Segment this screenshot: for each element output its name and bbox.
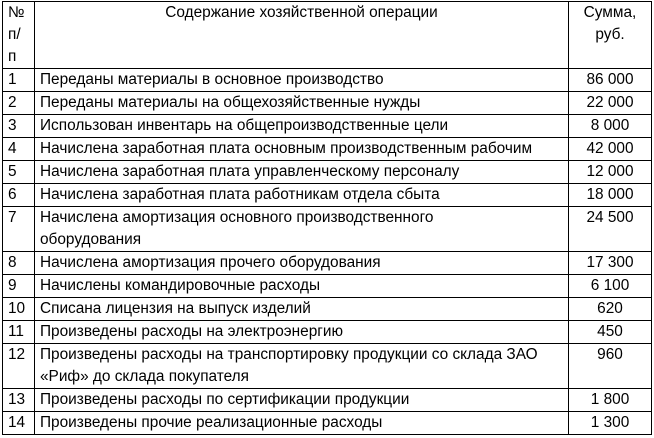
table-row	[3, 389, 652, 412]
row-description-line: Произведены расходы на электроэнергию	[40, 323, 344, 340]
row-sum: 450	[569, 321, 652, 344]
table-row	[3, 184, 652, 207]
row-description-line: «Риф» до склада покупателя	[40, 368, 249, 385]
table-row	[3, 207, 652, 252]
row-number: 7	[3, 207, 35, 252]
row-description-line: Начислена заработная плата управленческому персоналу	[40, 163, 460, 180]
table-row	[3, 321, 652, 344]
row-sum: 12 000	[569, 161, 652, 184]
table-row	[3, 275, 652, 298]
row-description	[35, 321, 569, 344]
row-description-line: Использован инвентарь на общепроизводственные цели	[40, 117, 449, 134]
row-sum: 22 000	[569, 92, 652, 115]
row-number: 1	[3, 69, 35, 92]
row-sum: 960	[569, 344, 652, 389]
row-description	[35, 389, 569, 412]
row-description-line: Произведены расходы на транспортировку продукции со склада ЗАО	[40, 346, 538, 363]
header-number-line: п	[8, 48, 17, 65]
header-sum	[569, 2, 652, 69]
row-sum: 24 500	[569, 207, 652, 252]
row-description-line: оборудования	[40, 231, 142, 248]
header-sum-line: руб.	[595, 26, 625, 43]
header-sum-line: Сумма,	[583, 4, 637, 21]
table-body	[3, 69, 652, 435]
row-description	[35, 412, 569, 435]
table-row	[3, 92, 652, 115]
row-number: 2	[3, 92, 35, 115]
row-number: 6	[3, 184, 35, 207]
header-number-line: п/	[8, 26, 21, 43]
row-description-line: Произведены расходы по сертификации продукции	[40, 391, 410, 408]
table-header-row	[3, 2, 652, 69]
row-description	[35, 344, 569, 389]
table-row	[3, 252, 652, 275]
row-sum: 620	[569, 298, 652, 321]
table-row	[3, 344, 652, 389]
table-row	[3, 161, 652, 184]
header-number	[3, 2, 35, 69]
row-number: 3	[3, 115, 35, 138]
row-description-line: Произведены прочие реализационные расходы	[40, 414, 383, 431]
operations-table	[2, 1, 652, 435]
row-sum: 18 000	[569, 184, 652, 207]
row-description	[35, 252, 569, 275]
table-row	[3, 69, 652, 92]
row-sum: 6 100	[569, 275, 652, 298]
row-sum: 17 300	[569, 252, 652, 275]
row-number: 12	[3, 344, 35, 389]
row-description	[35, 184, 569, 207]
row-sum: 1 800	[569, 389, 652, 412]
row-description-line: Начислены командировочные расходы	[40, 277, 321, 294]
row-description	[35, 138, 569, 161]
row-description-line: Переданы материалы на общехозяйственные нужды	[40, 94, 421, 111]
row-description-line: Начислена амортизация основного производственного	[40, 209, 434, 226]
row-sum: 42 000	[569, 138, 652, 161]
row-description	[35, 298, 569, 321]
table-row	[3, 115, 652, 138]
row-description-line: Начислена заработная плата основным производственным рабочим	[40, 140, 533, 157]
row-number: 10	[3, 298, 35, 321]
row-sum: 1 300	[569, 412, 652, 435]
row-description	[35, 275, 569, 298]
table-row	[3, 138, 652, 161]
row-number: 14	[3, 412, 35, 435]
row-description	[35, 207, 569, 252]
row-description	[35, 69, 569, 92]
header-description: Содержание хозяйственной операции	[35, 2, 569, 69]
table-row	[3, 298, 652, 321]
row-description	[35, 92, 569, 115]
table-row	[3, 412, 652, 435]
row-number: 11	[3, 321, 35, 344]
row-description	[35, 115, 569, 138]
row-description-line: Начислена амортизация прочего оборудования	[40, 254, 381, 271]
row-number: 8	[3, 252, 35, 275]
row-number: 5	[3, 161, 35, 184]
row-description-line: Переданы материалы в основное производство	[40, 71, 384, 88]
row-description-line: Списана лицензия на выпуск изделий	[40, 300, 311, 317]
row-number: 4	[3, 138, 35, 161]
row-number: 9	[3, 275, 35, 298]
row-number: 13	[3, 389, 35, 412]
row-sum: 86 000	[569, 69, 652, 92]
row-description	[35, 161, 569, 184]
header-number-line: №	[8, 4, 25, 21]
row-description-line: Начислена заработная плата работникам отдела сбыта	[40, 186, 440, 203]
row-sum: 8 000	[569, 115, 652, 138]
